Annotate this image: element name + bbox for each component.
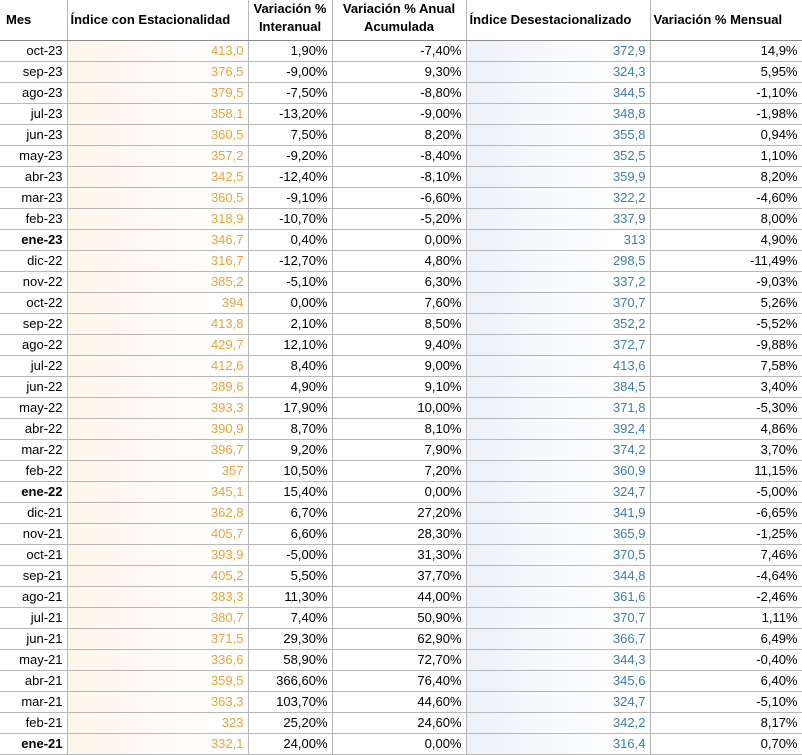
cell-mes: abr-21 (0, 671, 67, 692)
cell-mes: ene-23 (0, 230, 67, 251)
table-row (0, 230, 802, 251)
header-indice-desestacionalizado (466, 0, 650, 41)
cell-mes: sep-22 (0, 314, 67, 335)
header-variacion-interanual (248, 0, 332, 41)
table-row (0, 419, 802, 440)
header-variacion-mensual-label: Variación % Mensual (653, 12, 783, 27)
cell-indice-desestacionalizado: 298,5 (466, 251, 650, 272)
table-row (0, 566, 802, 587)
header-row (0, 0, 802, 41)
table-row (0, 314, 802, 335)
table-row (0, 188, 802, 209)
cell-variacion-mensual: -5,10% (650, 692, 802, 713)
cell-variacion-anual-acumulada: 9,10% (332, 377, 466, 398)
cell-variacion-mensual: -0,40% (650, 650, 802, 671)
cell-indice-estacionalidad: 323 (67, 713, 248, 734)
cell-variacion-mensual: 14,9% (650, 41, 802, 62)
cell-indice-desestacionalizado: 344,3 (466, 650, 650, 671)
cell-indice-estacionalidad: 380,7 (67, 608, 248, 629)
cell-variacion-mensual: -2,46% (650, 587, 802, 608)
cell-mes: jun-23 (0, 125, 67, 146)
cell-indice-desestacionalizado: 352,5 (466, 146, 650, 167)
table-row (0, 41, 802, 62)
cell-mes: ene-22 (0, 482, 67, 503)
cell-indice-estacionalidad: 359,5 (67, 671, 248, 692)
cell-indice-desestacionalizado: 352,2 (466, 314, 650, 335)
cell-variacion-interanual: 7,50% (248, 125, 332, 146)
cell-variacion-anual-acumulada: 28,30% (332, 524, 466, 545)
cell-variacion-anual-acumulada: 24,60% (332, 713, 466, 734)
cell-variacion-interanual: 103,70% (248, 692, 332, 713)
cell-mes: may-21 (0, 650, 67, 671)
table-row (0, 440, 802, 461)
cell-variacion-anual-acumulada: 31,30% (332, 545, 466, 566)
cell-variacion-mensual: 1,11% (650, 608, 802, 629)
cell-indice-desestacionalizado: 384,5 (466, 377, 650, 398)
cell-indice-estacionalidad: 358,1 (67, 104, 248, 125)
cell-variacion-mensual: 5,26% (650, 293, 802, 314)
table-body (0, 41, 802, 755)
cell-mes: dic-21 (0, 503, 67, 524)
cell-indice-desestacionalizado: 313 (466, 230, 650, 251)
cell-variacion-anual-acumulada: -8,80% (332, 83, 466, 104)
cell-variacion-mensual: 8,00% (650, 209, 802, 230)
cell-variacion-interanual: 7,40% (248, 608, 332, 629)
cell-variacion-mensual: -1,25% (650, 524, 802, 545)
cell-mes: ago-21 (0, 587, 67, 608)
cell-variacion-interanual: 15,40% (248, 482, 332, 503)
header-variacion-interanual-line2: Interanual (258, 19, 322, 34)
table-row (0, 587, 802, 608)
cell-indice-estacionalidad: 357 (67, 461, 248, 482)
cell-variacion-interanual: -12,70% (248, 251, 332, 272)
cell-variacion-interanual: -13,20% (248, 104, 332, 125)
table-row (0, 608, 802, 629)
cell-indice-estacionalidad: 385,2 (67, 272, 248, 293)
table-row (0, 524, 802, 545)
cell-variacion-mensual: -1,10% (650, 83, 802, 104)
cell-indice-estacionalidad: 393,3 (67, 398, 248, 419)
cell-indice-desestacionalizado: 413,6 (466, 356, 650, 377)
cell-variacion-anual-acumulada: 9,40% (332, 335, 466, 356)
table-row (0, 650, 802, 671)
cell-variacion-interanual: 6,60% (248, 524, 332, 545)
cell-indice-desestacionalizado: 361,6 (466, 587, 650, 608)
table-row (0, 398, 802, 419)
cell-indice-estacionalidad: 360,5 (67, 125, 248, 146)
cell-indice-desestacionalizado: 372,7 (466, 335, 650, 356)
cell-variacion-interanual: 6,70% (248, 503, 332, 524)
cell-indice-desestacionalizado: 370,7 (466, 293, 650, 314)
cell-variacion-mensual: -9,03% (650, 272, 802, 293)
table-row (0, 272, 802, 293)
cell-variacion-mensual: 11,15% (650, 461, 802, 482)
cell-variacion-interanual: -12,40% (248, 167, 332, 188)
cell-indice-estacionalidad: 379,5 (67, 83, 248, 104)
cell-variacion-anual-acumulada: 8,10% (332, 419, 466, 440)
cell-variacion-anual-acumulada: 0,00% (332, 734, 466, 755)
cell-mes: mar-21 (0, 692, 67, 713)
table-row (0, 629, 802, 650)
cell-variacion-anual-acumulada: 8,50% (332, 314, 466, 335)
cell-variacion-interanual: 25,20% (248, 713, 332, 734)
cell-mes: feb-23 (0, 209, 67, 230)
cell-variacion-mensual: 7,46% (650, 545, 802, 566)
cell-variacion-anual-acumulada: 37,70% (332, 566, 466, 587)
header-variacion-anual-line1: Variación % Anual (342, 1, 456, 16)
cell-variacion-anual-acumulada: -5,20% (332, 209, 466, 230)
cell-indice-desestacionalizado: 324,3 (466, 62, 650, 83)
cell-mes: mar-23 (0, 188, 67, 209)
cell-indice-estacionalidad: 342,5 (67, 167, 248, 188)
cell-variacion-anual-acumulada: 4,80% (332, 251, 466, 272)
cell-indice-estacionalidad: 363,3 (67, 692, 248, 713)
cell-variacion-anual-acumulada: 0,00% (332, 230, 466, 251)
cell-variacion-interanual: -7,50% (248, 83, 332, 104)
cell-variacion-anual-acumulada: -7,40% (332, 41, 466, 62)
cell-variacion-mensual: 0,70% (650, 734, 802, 755)
cell-mes: dic-22 (0, 251, 67, 272)
cell-variacion-interanual: 9,20% (248, 440, 332, 461)
table-row (0, 545, 802, 566)
cell-mes: nov-22 (0, 272, 67, 293)
cell-indice-estacionalidad: 405,7 (67, 524, 248, 545)
table-row (0, 671, 802, 692)
cell-variacion-anual-acumulada: 9,30% (332, 62, 466, 83)
cell-variacion-interanual: 0,40% (248, 230, 332, 251)
cell-mes: may-23 (0, 146, 67, 167)
cell-indice-estacionalidad: 390,9 (67, 419, 248, 440)
cell-variacion-interanual: 24,00% (248, 734, 332, 755)
cell-variacion-interanual: 12,10% (248, 335, 332, 356)
cell-variacion-mensual: -11,49% (650, 251, 802, 272)
cell-indice-estacionalidad: 396,7 (67, 440, 248, 461)
cell-indice-desestacionalizado: 392,4 (466, 419, 650, 440)
table-row (0, 692, 802, 713)
cell-variacion-mensual: 3,70% (650, 440, 802, 461)
cell-variacion-interanual: -9,10% (248, 188, 332, 209)
cell-indice-desestacionalizado: 355,8 (466, 125, 650, 146)
cell-variacion-interanual: 10,50% (248, 461, 332, 482)
cell-variacion-interanual: 58,90% (248, 650, 332, 671)
cell-variacion-anual-acumulada: 10,00% (332, 398, 466, 419)
cell-mes: oct-21 (0, 545, 67, 566)
header-indice-estacionalidad (67, 0, 248, 41)
cell-variacion-interanual: 17,90% (248, 398, 332, 419)
cell-indice-estacionalidad: 394 (67, 293, 248, 314)
cell-indice-estacionalidad: 389,6 (67, 377, 248, 398)
cell-variacion-mensual: 3,40% (650, 377, 802, 398)
cell-mes: ago-23 (0, 83, 67, 104)
cell-variacion-interanual: -5,10% (248, 272, 332, 293)
cell-mes: mar-22 (0, 440, 67, 461)
cell-mes: ago-22 (0, 335, 67, 356)
cell-indice-desestacionalizado: 337,9 (466, 209, 650, 230)
cell-indice-desestacionalizado: 344,5 (466, 83, 650, 104)
cell-indice-desestacionalizado: 360,9 (466, 461, 650, 482)
cell-variacion-anual-acumulada: 44,60% (332, 692, 466, 713)
cell-indice-estacionalidad: 336,6 (67, 650, 248, 671)
cell-indice-estacionalidad: 413,0 (67, 41, 248, 62)
cell-indice-desestacionalizado: 341,9 (466, 503, 650, 524)
header-mes: Mes (0, 0, 67, 41)
table-row (0, 503, 802, 524)
table-row (0, 104, 802, 125)
cell-indice-estacionalidad: 346,7 (67, 230, 248, 251)
header-indice-desestacionalizado-label: Índice Desestacionalizado (469, 12, 632, 27)
cell-indice-estacionalidad: 383,3 (67, 587, 248, 608)
cell-variacion-interanual: 4,90% (248, 377, 332, 398)
cell-variacion-mensual: 7,58% (650, 356, 802, 377)
cell-variacion-interanual: -9,20% (248, 146, 332, 167)
cell-mes: jun-21 (0, 629, 67, 650)
cell-indice-desestacionalizado: 322,2 (466, 188, 650, 209)
cell-variacion-anual-acumulada: 27,20% (332, 503, 466, 524)
cell-indice-desestacionalizado: 370,5 (466, 545, 650, 566)
cell-indice-estacionalidad: 429,7 (67, 335, 248, 356)
cell-variacion-mensual: -1,98% (650, 104, 802, 125)
cell-indice-desestacionalizado: 370,7 (466, 608, 650, 629)
cell-variacion-mensual: 4,90% (650, 230, 802, 251)
cell-variacion-anual-acumulada: -8,40% (332, 146, 466, 167)
cell-mes: oct-23 (0, 41, 67, 62)
cell-variacion-anual-acumulada: 62,90% (332, 629, 466, 650)
cell-variacion-anual-acumulada: 44,00% (332, 587, 466, 608)
cell-indice-desestacionalizado: 337,2 (466, 272, 650, 293)
cell-variacion-mensual: 5,95% (650, 62, 802, 83)
table-row (0, 146, 802, 167)
cell-mes: jul-23 (0, 104, 67, 125)
cell-variacion-mensual: 8,20% (650, 167, 802, 188)
cell-variacion-mensual: -4,60% (650, 188, 802, 209)
table-row (0, 482, 802, 503)
cell-variacion-interanual: -9,00% (248, 62, 332, 83)
cell-indice-desestacionalizado: 366,7 (466, 629, 650, 650)
table-row (0, 461, 802, 482)
table-row (0, 293, 802, 314)
cell-variacion-anual-acumulada: 7,20% (332, 461, 466, 482)
cell-variacion-mensual: 1,10% (650, 146, 802, 167)
cell-indice-desestacionalizado: 374,2 (466, 440, 650, 461)
cell-mes: jun-22 (0, 377, 67, 398)
cell-indice-estacionalidad: 376,5 (67, 62, 248, 83)
cell-variacion-mensual: -5,52% (650, 314, 802, 335)
cell-indice-estacionalidad: 345,1 (67, 482, 248, 503)
cell-indice-desestacionalizado: 324,7 (466, 482, 650, 503)
cell-variacion-anual-acumulada: 76,40% (332, 671, 466, 692)
cell-variacion-anual-acumulada: -9,00% (332, 104, 466, 125)
cell-variacion-mensual: 4,86% (650, 419, 802, 440)
cell-variacion-mensual: -5,30% (650, 398, 802, 419)
cell-variacion-interanual: 2,10% (248, 314, 332, 335)
table-row (0, 167, 802, 188)
cell-indice-desestacionalizado: 316,4 (466, 734, 650, 755)
cell-variacion-interanual: 8,70% (248, 419, 332, 440)
cell-variacion-interanual: -10,70% (248, 209, 332, 230)
table-row (0, 335, 802, 356)
cell-indice-estacionalidad: 357,2 (67, 146, 248, 167)
cell-variacion-anual-acumulada: -8,10% (332, 167, 466, 188)
cell-indice-estacionalidad: 332,1 (67, 734, 248, 755)
header-variacion-anual-line2: Acumulada (363, 19, 435, 34)
cell-indice-desestacionalizado: 365,9 (466, 524, 650, 545)
table-row (0, 356, 802, 377)
cell-indice-estacionalidad: 412,6 (67, 356, 248, 377)
cell-mes: oct-22 (0, 293, 67, 314)
cell-variacion-anual-acumulada: 72,70% (332, 650, 466, 671)
header-variacion-interanual-line1: Variación % (253, 1, 327, 16)
cell-mes: ene-21 (0, 734, 67, 755)
cell-variacion-interanual: 8,40% (248, 356, 332, 377)
cell-indice-desestacionalizado: 359,9 (466, 167, 650, 188)
table-row (0, 251, 802, 272)
cell-indice-estacionalidad: 362,8 (67, 503, 248, 524)
cell-mes: sep-23 (0, 62, 67, 83)
cell-variacion-mensual: -4,64% (650, 566, 802, 587)
cell-variacion-interanual: -5,00% (248, 545, 332, 566)
cell-indice-desestacionalizado: 348,8 (466, 104, 650, 125)
cell-variacion-anual-acumulada: 9,00% (332, 356, 466, 377)
cell-variacion-interanual: 11,30% (248, 587, 332, 608)
cell-indice-estacionalidad: 393,9 (67, 545, 248, 566)
cell-mes: jul-21 (0, 608, 67, 629)
cell-indice-estacionalidad: 405,2 (67, 566, 248, 587)
cell-variacion-mensual: 8,17% (650, 713, 802, 734)
cell-variacion-mensual: 6,40% (650, 671, 802, 692)
cell-variacion-anual-acumulada: 6,30% (332, 272, 466, 293)
cell-variacion-anual-acumulada: 7,90% (332, 440, 466, 461)
cell-indice-estacionalidad: 318,9 (67, 209, 248, 230)
cell-mes: feb-21 (0, 713, 67, 734)
header-indice-estacionalidad-label: Índice con Estacionalidad (70, 12, 231, 27)
cell-mes: abr-23 (0, 167, 67, 188)
cell-indice-estacionalidad: 371,5 (67, 629, 248, 650)
cell-variacion-interanual: 0,00% (248, 293, 332, 314)
cell-indice-desestacionalizado: 342,2 (466, 713, 650, 734)
cell-indice-desestacionalizado: 345,6 (466, 671, 650, 692)
cell-indice-desestacionalizado: 324,7 (466, 692, 650, 713)
cell-variacion-mensual: -6,65% (650, 503, 802, 524)
cell-mes: nov-21 (0, 524, 67, 545)
cell-variacion-anual-acumulada: 50,90% (332, 608, 466, 629)
cell-indice-desestacionalizado: 344,8 (466, 566, 650, 587)
table-row (0, 734, 802, 755)
cell-indice-estacionalidad: 360,5 (67, 188, 248, 209)
table-row (0, 377, 802, 398)
cell-mes: feb-22 (0, 461, 67, 482)
cell-variacion-anual-acumulada: -6,60% (332, 188, 466, 209)
cell-variacion-anual-acumulada: 7,60% (332, 293, 466, 314)
cell-variacion-interanual: 366,60% (248, 671, 332, 692)
cell-variacion-mensual: -9,88% (650, 335, 802, 356)
cell-variacion-interanual: 29,30% (248, 629, 332, 650)
header-variacion-mensual (650, 0, 802, 41)
cell-variacion-anual-acumulada: 8,20% (332, 125, 466, 146)
cell-mes: sep-21 (0, 566, 67, 587)
cell-indice-desestacionalizado: 371,8 (466, 398, 650, 419)
cell-indice-desestacionalizado: 372,9 (466, 41, 650, 62)
cell-variacion-mensual: 0,94% (650, 125, 802, 146)
cell-mes: may-22 (0, 398, 67, 419)
table-row (0, 83, 802, 104)
cell-variacion-interanual: 5,50% (248, 566, 332, 587)
cell-indice-estacionalidad: 413,8 (67, 314, 248, 335)
cell-variacion-mensual: -5,00% (650, 482, 802, 503)
table-row (0, 713, 802, 734)
table-row (0, 209, 802, 230)
cell-variacion-anual-acumulada: 0,00% (332, 482, 466, 503)
cell-mes: abr-22 (0, 419, 67, 440)
cell-variacion-interanual: 1,90% (248, 41, 332, 62)
table-row (0, 125, 802, 146)
cell-mes: jul-22 (0, 356, 67, 377)
header-variacion-anual (332, 0, 466, 41)
cell-variacion-mensual: 6,49% (650, 629, 802, 650)
table-row (0, 62, 802, 83)
cell-indice-estacionalidad: 316,7 (67, 251, 248, 272)
